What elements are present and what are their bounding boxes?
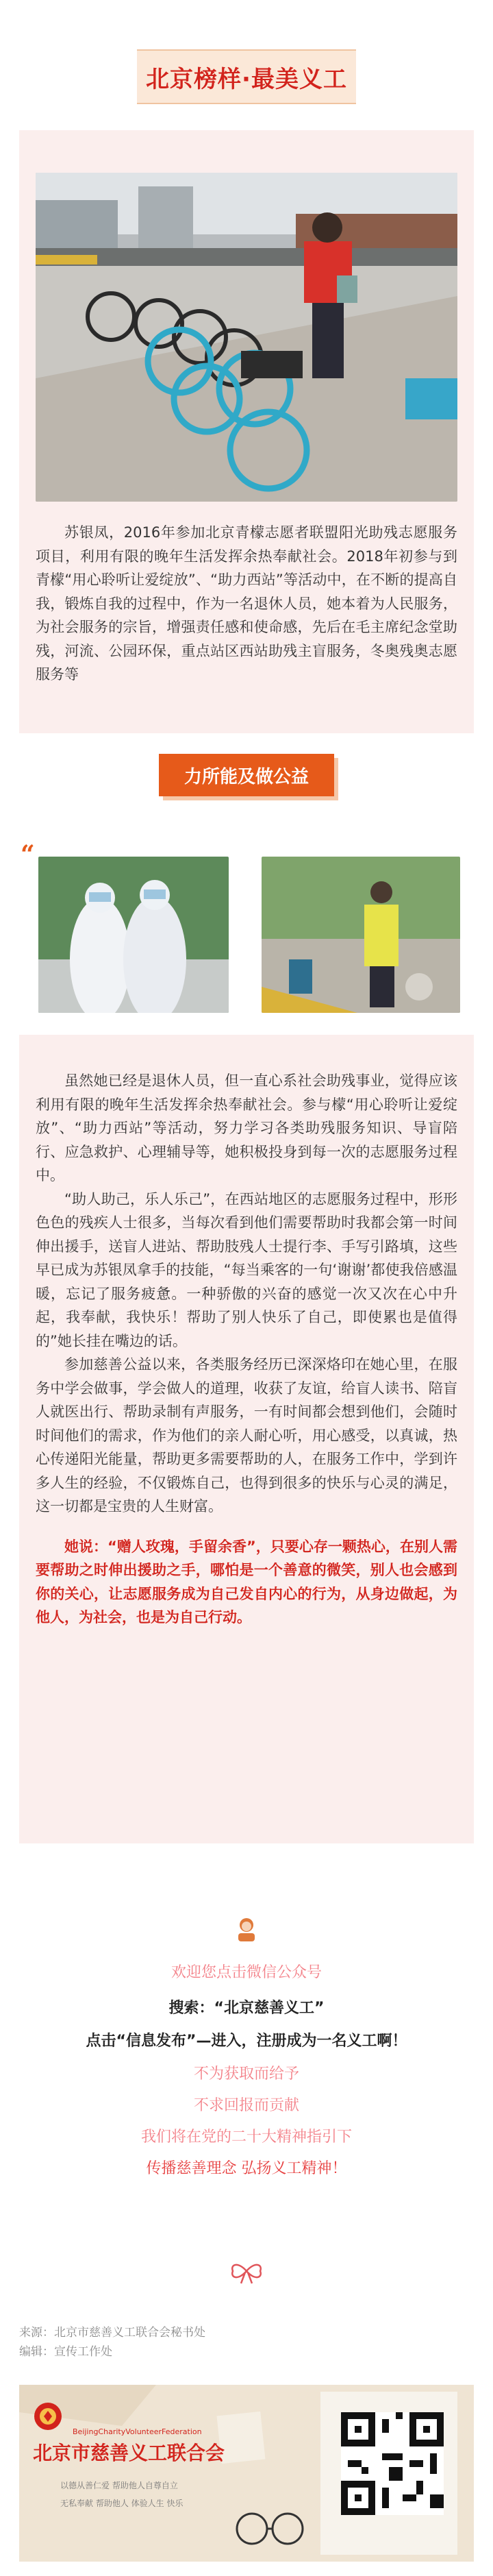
closing-line-7: 传播慈善理念 弘扬义工精神！ — [146, 2160, 347, 2177]
story-paragraph-2: “助人助己，乐人乐己”，在西站地区的志愿服务过程中，形形色色的残疾人士很多，当每次看到他们需要帮助时我都会第一时间伸出援手，送盲人进站、帮助肢残人士提行李、手写引路填，这些早已成为苏银凤拿手的技能，“每当乘客的一句‘谢谢’都使我倍感温暖，忘记了服务疲惫。一种骄傲的兴奋的感觉一次又次在心中升起，我奉献，我快乐！帮助了别人快乐了自己，即使累也是值得的”她长挂在嘴边的话。 — [36, 1190, 457, 1349]
closing-line-5: 不求回报而贡献 — [193, 2097, 299, 2114]
source-line: 来源：北京市慈善义工联合会秘书处 — [19, 2326, 205, 2340]
photo-volunteer-bikes — [36, 173, 457, 502]
closing-line-1: 欢迎您点击微信公众号 — [170, 1964, 322, 1981]
volunteer-avatar-icon — [233, 1915, 260, 1943]
section-badge — [159, 754, 334, 796]
photo-vest-volunteer — [262, 857, 460, 1013]
qr-code-icon — [341, 2412, 444, 2515]
editor-line: 编辑：宣传工作处 — [19, 2345, 112, 2359]
source-info — [19, 2323, 205, 2362]
closing-line-2: 搜索：“北京慈善义工” — [168, 2000, 325, 2017]
closing-line-6: 我们将在党的二十大精神指引下 — [140, 2129, 352, 2146]
closing-line-3: 点击“信息发布”—进入，注册成为一名义工啊！ — [86, 2033, 407, 2050]
org-english-name: BeijingCharityVolunteerFederation — [73, 2427, 202, 2436]
story-paragraph-3: 参加慈善公益以来，各类服务经历已深深烙印在她心里，在服务中学会做事，学会做人的道理，收获了友谊，给盲人读书、陪盲人就医出行、帮助录制有声服务，一有时间都会想到他们，会随时时间他们的需求，作为他们的亲人耐心听，用心感受，以真诚，热心传递阳光能量，帮助更多需要帮助的人，在服务工作中，学到许多人生的经验，不仅锻炼自己，也得到很多的快乐与心灵的满足，这一切都是宝贵的人生财富。 — [36, 1356, 457, 1514]
org-slogan-1: 以德从善仁爱 帮助他人自尊自立 — [60, 2481, 178, 2490]
org-name: 北京市慈善义工联合会 — [33, 2442, 225, 2464]
closing-line-4: 不为获取而给予 — [193, 2065, 299, 2083]
story-paragraph-1: 虽然她已经是退休人员，但一直心系社会助残事业，觉得应该利用有限的晚年生活发挥余热奉献社会。参与檬“用心聆听让爱绽放”、“助力西站”等活动，努力学习各类助残服务知识、导盲陪行、应急救护、心理辅导等，她积极投身到每一次的志愿服务过程中。 — [36, 1072, 457, 1183]
photo-ppe-volunteers — [38, 857, 229, 1013]
org-banner — [19, 2385, 474, 2562]
article-header — [137, 49, 356, 104]
closing-block — [0, 1961, 493, 2181]
org-logo-icon — [33, 2401, 63, 2431]
story-quote: 她说：“赠人玫瑰，手留余香”，只要心存一颗热心，在别人需要帮助之时伸出援助之手，哪怕是一个善意的微笑，别人也会感到你的关心，让志愿服务成为自己发自内心的行为，从身边做起，为他人，为社会，也是为自己行动。 — [36, 1538, 457, 1626]
article-title: 北京榜样·最美义工 — [146, 65, 347, 93]
badge-label: 力所能及做公益 — [184, 766, 309, 787]
story-text — [36, 1069, 457, 1630]
quote-mark-icon: “ — [21, 840, 35, 869]
intro-text — [36, 521, 457, 687]
org-slogan-2: 无私奉献 帮助他人 体验人生 快乐 — [60, 2499, 184, 2508]
bow-divider-icon — [229, 2260, 264, 2285]
intro-paragraph: 苏银凤，2016年参加北京青檬志愿者联盟阳光助残志愿服务项目，利用有限的晚年生活发挥余热奉献社会。2018年初参与到青檬“用心聆听让爱绽放”、“助力西站”等活动中，在不断的提高自我，锻炼自我的过程中，作为一名退休人员，她本着为人民服务，为社会服务的宗旨，增强责任感和使命感，先后在毛主席纪念堂助残，河流、公园环保，重点站区西站助残主盲服务，冬奥残奥志愿服务等 — [36, 524, 457, 683]
